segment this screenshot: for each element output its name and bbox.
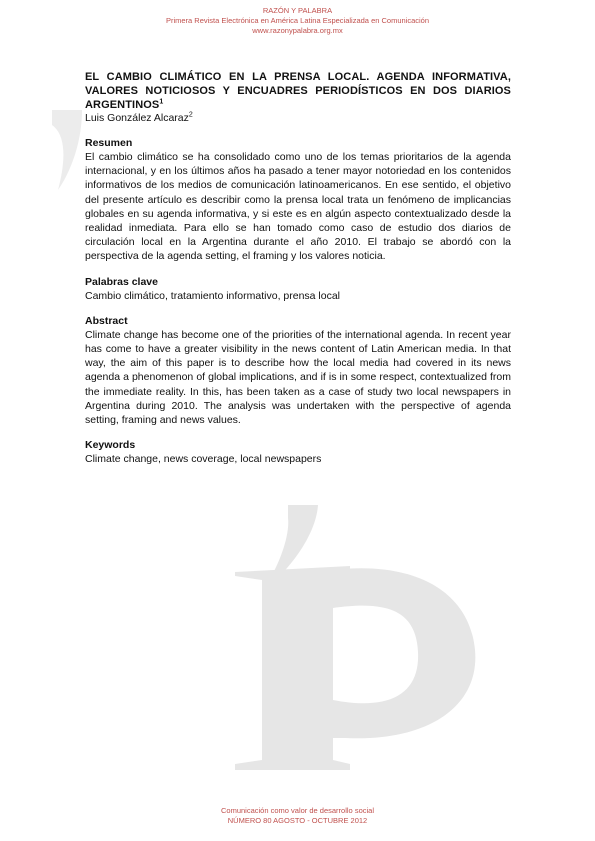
watermark-small-quote-mark: [52, 110, 82, 190]
title-footnote-marker: 1: [159, 98, 164, 106]
abstract-heading: Abstract: [85, 314, 128, 327]
keywords-heading: Keywords: [85, 439, 136, 452]
footer-theme: Comunicación como valor de desarrollo social: [221, 806, 374, 815]
abstract-text: Climate change has become one of the priorities of the international agenda. In recent year has come to have a greater visibility in the news content of Latin American media. In that way, the aim of this paper is to describe how the local media had covered in its news agenda a phenomenon of global implications, and if is in some respect, contextualized from the immediate reality. In this, has been taken as a case of study two local newspapers in Argentina during 2010. The analysis was undertaken with the perspective of agenda setting, framing and news values.: [85, 328, 511, 427]
journal-header: [0, 6, 595, 36]
palabras-clave-text: Cambio climático, tratamiento informativo, prensa local: [85, 289, 341, 302]
keywords-text: Climate change, news coverage, local newspapers: [85, 453, 322, 466]
footer-issue: NÚMERO 80 AGOSTO - OCTUBRE 2012: [227, 816, 368, 825]
journal-tagline: Primera Revista Electrónica en América Latina Especializada en Comunicación: [165, 16, 430, 25]
article-title: EL CAMBIO CLIMÁTICO EN LA PRENSA LOCAL. AGENDA INFORMATIVA, VALORES NOTICIOSOS Y ENCUADRES PERIODÍSTICOS EN DOS DIARIOS ARGENTINOS$^1$: [85, 71, 511, 111]
journal-footer: [0, 806, 595, 826]
journal-url: www.razonypalabra.org.mx: [252, 26, 343, 35]
author-footnote-marker: 2: [188, 111, 193, 119]
watermark-letter-p: [235, 566, 475, 770]
journal-name: RAZÓN Y PALABRA: [262, 6, 333, 15]
article-author: Luis González Alcaraz$^2$: [85, 111, 193, 124]
palabras-clave-heading: Palabras clave: [85, 275, 158, 288]
resumen-heading: Resumen: [85, 137, 133, 149]
article-body: [85, 70, 511, 478]
resumen-text: El cambio climático se ha consolidado como uno de los temas prioritarios de la agenda internacional, y en los últimos años ha pasado a tener mayor notoriedad en los contenidos informativos de los medios de comunicación latinoamericanos. En ese sentido, el objetivo del presente artículo es describir como la prensa local trata un fenómeno de implicancias globales en su agenda informativa, y si este es en algún aspecto contextualizado desde la realidad inmediata. Para ello se han tomado como caso de estudio dos diarios de circulación local en la Argentina durante el año 2010. El trabajo se abordó con la perspectiva de la agenda setting, el framing y los valores noticia.: [85, 151, 511, 263]
